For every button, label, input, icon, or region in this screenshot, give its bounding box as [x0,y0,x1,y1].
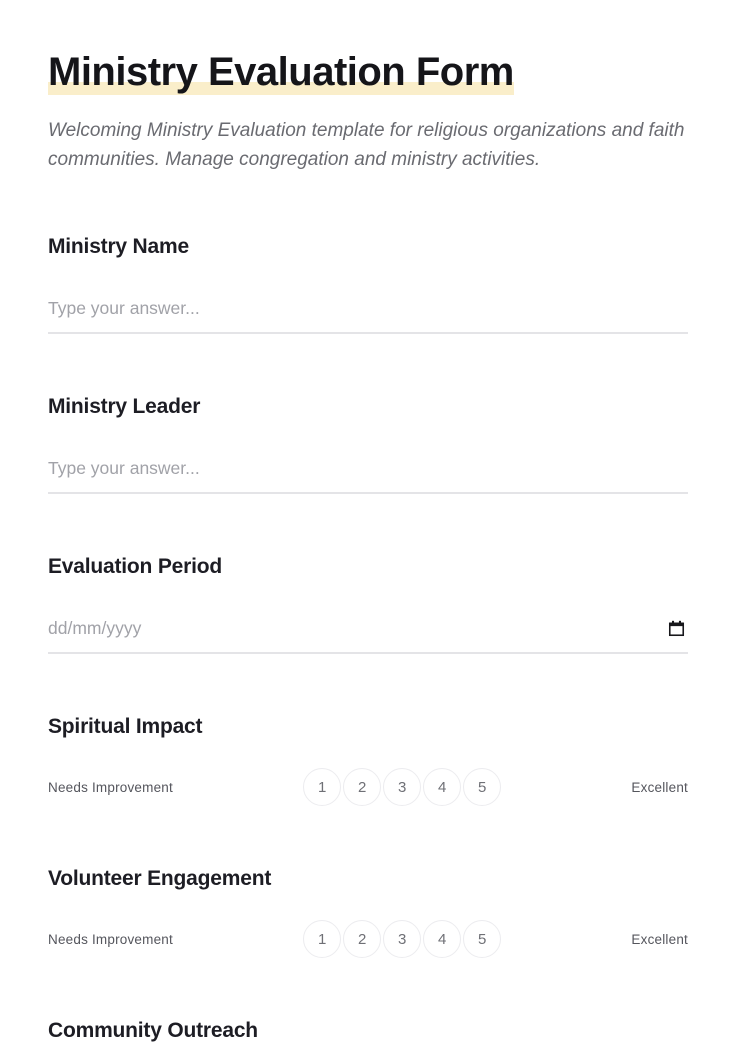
rating-option-5[interactable]: 5 [463,768,501,806]
question-volunteer-engagement [48,868,688,958]
rating-option-5[interactable]: 5 [463,920,501,958]
question-label: Volunteer Engagement [48,867,272,890]
question-community-outreach [48,1020,688,1042]
evaluation-period-date-input[interactable] [48,606,688,654]
question-label: Spiritual Impact [48,715,203,738]
ministry-name-input[interactable] [48,286,688,334]
question-label: Evaluation Period [48,555,222,578]
question-evaluation-period [48,556,688,654]
rating-options [303,920,501,958]
rating-scale [48,920,688,958]
rating-min-label: Needs Improvement [48,931,173,947]
rating-option-3[interactable]: 3 [383,768,421,806]
ministry-leader-input[interactable] [48,446,688,494]
rating-option-2[interactable]: 2 [343,920,381,958]
title-wrap [48,52,514,92]
question-spiritual-impact [48,716,688,806]
rating-scale [48,768,688,806]
date-placeholder: dd/mm/yyyy [48,618,142,638]
rating-option-4[interactable]: 4 [423,768,461,806]
question-label: Ministry Leader [48,395,201,418]
form-header [48,52,688,174]
rating-options [303,768,501,806]
page-title: Ministry Evaluation Form [48,50,514,94]
rating-option-1[interactable]: 1 [303,920,341,958]
question-label: Community Outreach [48,1019,258,1042]
rating-option-3[interactable]: 3 [383,920,421,958]
rating-max-label: Excellent [631,779,688,795]
question-ministry-leader [48,396,688,494]
rating-option-4[interactable]: 4 [423,920,461,958]
rating-max-label: Excellent [631,931,688,947]
rating-min-label: Needs Improvement [48,779,173,795]
question-ministry-name [48,236,688,334]
calendar-icon[interactable] [667,619,686,638]
question-label: Ministry Name [48,235,189,258]
rating-option-1[interactable]: 1 [303,768,341,806]
rating-option-2[interactable]: 2 [343,768,381,806]
form-description: Welcoming Ministry Evaluation template for religious organizations and faith communities. Manage congregation and ministry activities. [48,120,685,170]
